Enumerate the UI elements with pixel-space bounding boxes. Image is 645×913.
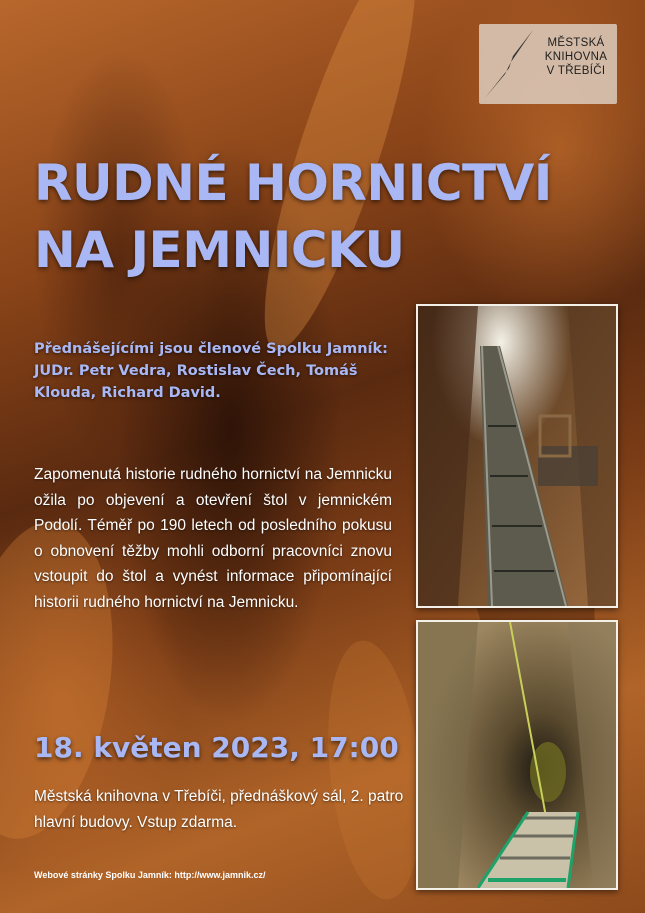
title-line-1: RUDNÉ HORNICTVÍ: [34, 154, 552, 212]
event-date: 18. květen 2023: [34, 731, 290, 764]
description-text: Zapomenutá historie rudného hornictví na Jemnicku ožila po objevení a otevření štol v jemnickém Podolí. Téměř po 190 letech od posledního pokusu o obnovení těžby mohli odborní pracovníci znovu vstoupit do štol a vynést informace připomínající historii rudného hornictví na Jemnicku.: [34, 466, 392, 611]
website-note: Webové stránky Spolku Jamník: http://www.jamnik.cz/: [34, 870, 266, 880]
mine-tunnel-photo: [416, 304, 618, 608]
mine-shaft-photo: [416, 620, 618, 890]
logo-line: V TŘEBÍČI: [546, 65, 606, 77]
event-venue: Městská knihovna v Třebíči, přednáškový sál, 2. patro hlavní budovy. Vstup zdarma.: [34, 788, 404, 831]
library-logo: [479, 24, 617, 104]
title-line-2: NA JEMNICKU: [34, 221, 405, 279]
library-logo-text: [537, 36, 615, 78]
library-logo-icon: [483, 28, 537, 100]
logo-line: KNIHOVNA: [544, 51, 608, 63]
speakers-text: Přednášejícími jsou členové Spolku Jamník: JUDr. Petr Vedra, Rostislav Čech, Tomáš Klouda, Richard David.: [34, 341, 388, 401]
event-datetime: [34, 728, 399, 768]
mine-tunnel-illustration: [418, 306, 616, 606]
event-time: 17:00: [309, 731, 399, 764]
logo-line: MĚSTSKÁ: [547, 37, 605, 49]
poster-title: [34, 150, 552, 284]
date-separator: ,: [289, 731, 310, 764]
mine-shaft-illustration: [418, 622, 616, 888]
